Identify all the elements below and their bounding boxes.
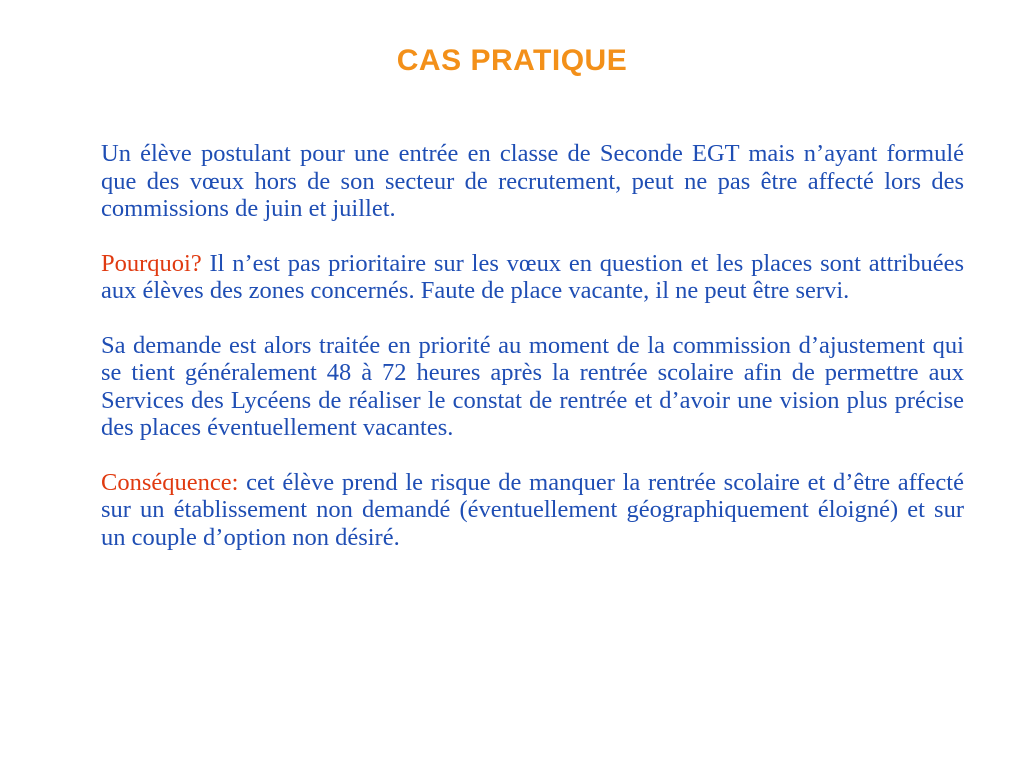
paragraph-demande [101,332,964,442]
slide-body [101,140,964,578]
page-title: CAS PRATIQUE [396,44,628,77]
paragraph-consequence-text: cet élève prend le risque de manquer la rentrée scolaire et d’être affecté sur un établissement non demandé (éventuellement géographiquement éloigné) et sur un couple d’option non désiré. [101,468,964,551]
paragraph-consequence [101,469,964,552]
consequence-label: Conséquence: [101,468,239,496]
paragraph-pourquoi-text: Il n’est pas prioritaire sur les vœux en question et les places sont attribuées aux élèves des zones concernés. Faute de place vacante, il ne peut être servi. [101,249,964,304]
paragraph-demande-text: Sa demande est alors traitée en priorité au moment de la commission d’ajustement qui se tient généralement 48 à 72 heures après la rentrée scolaire afin de permettre aux Services des Lycéens de réaliser le constat de rentrée et d’avoir une vision plus précise des places éventuellement vacantes. [101,331,964,441]
paragraph-situation-text: Un élève postulant pour une entrée en classe de Seconde EGT mais n’ayant formulé que des vœux hors de son secteur de recrutement, peut ne pas être affecté lors des commissions de juin et juillet. [101,140,964,222]
paragraph-situation [101,140,964,223]
pourquoi-label: Pourquoi? [101,249,202,277]
paragraph-pourquoi [101,250,964,305]
